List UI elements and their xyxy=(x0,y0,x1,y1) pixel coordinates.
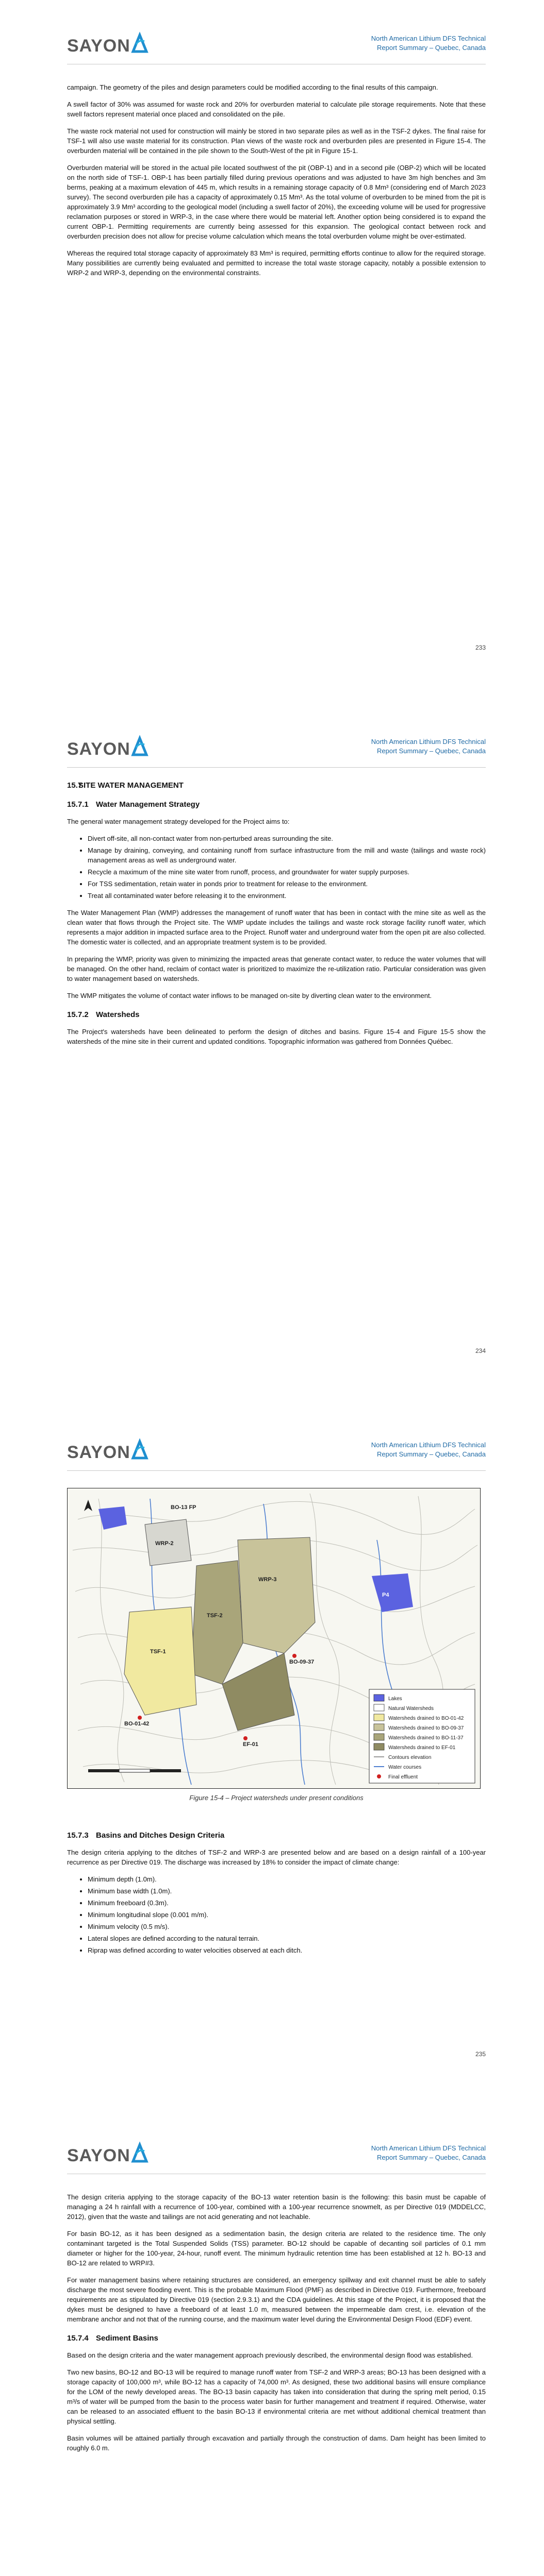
scale-bar xyxy=(88,1769,181,1772)
paragraph: Basin volumes will be attained partially through excavation and partially through the construction of dams. Dam height has been limited to roughly 6.0 m. xyxy=(67,2434,486,2452)
paragraph: The design criteria applying to the ditches of TSF-2 and WRP-3 are presented below and are based on a design rainfall of a 100-year recurrence as per Directive 019. The discharge was increased by 18% to consider the impact of climate change: xyxy=(67,1849,486,1866)
page-233-body xyxy=(67,82,486,285)
list-item: • Treat all contaminated water before releasing it to the environment. xyxy=(88,891,486,901)
paragraph: The Project's watersheds have been delineated to perform the design of ditches and basins. Figure 15-4 and Figure 15-5 show the watersheds of the mine site in their current and updated conditions. Topographic information was gathered from Données Québec. xyxy=(67,1028,486,1045)
paragraph: The design criteria applying to the storage capacity of the BO-13 water retention basin is the following: this basin must be capable of managing a 24 h rainfall with a recurrence of 100-year, combined with a 100-year recurrence snowmelt, as per Directive 019 (MDDELCC, 2012), given that the waste and tailings are not acid generating and not leachable. xyxy=(67,2193,486,2221)
svg-text:SAYON: SAYON xyxy=(67,2146,130,2165)
svg-text:SAYON: SAYON xyxy=(67,36,130,56)
list-item: • Minimum base width (1.0m). xyxy=(88,1886,486,1896)
figure-caption: Figure 15-4 – Project watersheds under present conditions xyxy=(189,1794,364,1802)
header-rule xyxy=(67,767,486,768)
paragraph: For basin BO-12, as it has been designed as a sedimentation basin, the design criteria are related to the residence time. The only contaminant targeted is the Total Suspended Solids (TSS) parameter. BO-12 should be capable of decanting soil particles of 0.1 mm diameter or higher for the 100-year, 24-hour, runoff event. The minimum hydraulic retention time has been established at 12 h. BO-13 and BO-12 are related to WRP#3. xyxy=(67,2230,486,2267)
legend-label: Watersheds drained to BO-01-42 xyxy=(388,1716,464,1721)
strategy-list xyxy=(67,834,486,901)
label-bo-09-37: BO-09-37 xyxy=(289,1659,315,1665)
list-item: • Recycle a maximum of the mine site water from runoff, process, and groundwater for water supply purposes. xyxy=(88,867,486,877)
paragraph: Two new basins, BO-12 and BO-13 will be required to manage runoff water from TSF-2 and WRP-3 areas; BO-13 has been designed with a storage capacity of 100,000 m³, while BO-12 has a capacity of 74,000 m³. As designed, these two additional basins will ensure compliance for the LOM of the newly developed areas. The BO-13 basin capacity has taken into consideration that during the spring melt period, 0.15 m³/s of water will be pumped from the basin to the process water basin for further management and treatment if required. Otherwise, water can be released to an associated effluent to the basin BO-13 if environmental criteria are met without additional chemical treatment than physical settling. xyxy=(67,2368,486,2425)
paragraph: Overburden material will be stored in the actual pile located southwest of the pit (OBP-1) and in a second pile (OBP-2) which will be located on the north side of TSF-1. OBP-1 has been partially filled during previous operations and was adjusted to have 3m high benches and 3m berms, peaking at a maximum elevation of 445 m, which results in a remaining storage capacity of 0.8 Mm³ (considering end of March 2023 survey). The second overburden pile has a capacity of approximately 0.15 Mm³. As the total volume of overburden to be mined from the pit is approximately 3.9 Mm³ according to the geological model (including a swell factor of 20%), the exceeding volume will be used for progressive reclamation purposes or stored in WRP-3, in the case where there would be material left. Another option being considered is to expand the current OBP-1. Permitting requirements are currently being assessed for this expansion. The geological contact between rock and overburden precision does not allow for precise volume calculation which means the total overburden volume might be over-estimated. xyxy=(67,164,486,240)
paragraph: campaign. The geometry of the piles and design parameters could be modified according to the final results of this campaign. xyxy=(67,83,438,91)
effluent-point xyxy=(138,1716,142,1720)
header-title-line1: North American Lithium DFS Technical xyxy=(371,35,486,42)
report-header xyxy=(371,34,486,53)
legend-swatch xyxy=(374,1734,384,1740)
paragraph: Based on the design criteria and the water management approach previously described, the environmental design flood was established. xyxy=(67,2351,473,2359)
sayona-logo xyxy=(67,2139,155,2175)
paragraph: In preparing the WMP, priority was given to minimizing the impacted areas that generate contact water, to reduce the water volumes that will be managed. On the other hand, reclaim of contact water is prioritized to maximize the re-utilization ratio. Particular consideration was given to water management based on watersheds. xyxy=(67,955,486,982)
page-235-body xyxy=(67,1821,486,1962)
list-item: • Riprap was defined according to water velocities observed at each ditch. xyxy=(88,1945,486,1955)
paragraph: Whereas the required total storage capacity of approximately 83 Mm³ is required, permitting efforts continue to allow for the required storage. Many possibilities are currently being evaluated and permitted to increase the total waste storage capacity, notably a possible extension to WRP-2 and WRP-3, depending on the environmental constraints. xyxy=(67,249,486,277)
legend-label: Watersheds drained to BO-09-37 xyxy=(388,1725,464,1731)
label-tsf2: TSF-2 xyxy=(207,1613,223,1619)
legend-label: Contours elevation xyxy=(388,1755,432,1760)
paragraph: The waste rock material not used for construction will mainly be stored in two separate piles as well as in the TSF-2 dykes. The final raise for TSF-1 will also use waste material for its construction. Plan views of the waste rock and overburden piles are presented in Figure 15-4. The overburden material will be contained in the pile shown to the South-West of the pit in Figure 15-1. xyxy=(67,127,486,155)
legend-label: Natural Watersheds xyxy=(388,1706,434,1711)
report-header xyxy=(371,2144,486,2162)
subsection-heading: 15.7.1 Water Management Strategy xyxy=(67,800,200,809)
page-234-body xyxy=(67,781,486,1054)
legend-label: Lakes xyxy=(388,1696,402,1702)
list-item: • Minimum velocity (0.5 m/s). xyxy=(88,1922,486,1931)
map-legend xyxy=(369,1689,475,1783)
page-236 xyxy=(0,2110,544,2576)
list-item: • Minimum longitudinal slope (0.001 m/m). xyxy=(88,1910,486,1920)
legend-swatch xyxy=(374,1704,384,1711)
sayona-logo xyxy=(67,732,155,768)
list-item: • Divert off-site, all non-contact water from non-perturbed areas surrounding the site. xyxy=(88,834,486,843)
paragraph: A swell factor of 30% was assumed for waste rock and 20% for overburden material to calculate pile storage requirements. Note that these swell factors represent material once placed and consolidated on the pile. xyxy=(67,100,486,118)
list-item: • Manage by draining, conveying, and containing runoff from surface infrastructure from the mill and waste (tailings and waste rock) management areas as well as underground water. xyxy=(88,845,486,865)
sayona-logo xyxy=(67,29,155,65)
watershed-map xyxy=(67,1488,481,1789)
legend-swatch xyxy=(374,1714,384,1721)
criteria-list xyxy=(67,1874,486,1955)
legend-label: Final effluent xyxy=(388,1774,418,1780)
report-header xyxy=(371,737,486,756)
header-title-line1: North American Lithium DFS Technical xyxy=(371,738,486,745)
header-title-line2: Report Summary – Quebec, Canada xyxy=(377,2154,486,2161)
label-wrp3: WRP-3 xyxy=(258,1577,277,1583)
legend-entry xyxy=(374,1704,434,1711)
paragraph: For water management basins where retaining structures are considered, an emergency spillway and exit channel must be able to safely discharge the most severe flooding event. This is the probable Maximum Flood (PMF) as described in Directive 019. Furthermore, freeboard requirements are as stipulated by Directive 019 (section 2.9.3.1) and the CDA guidelines. At this stage of the Project, it is proposed that the dykes must be designed to have a freeboard of at least 1.0 m, measured between the impermeable dam crest, i.e. elevation of the membrane anchor and not that of the running course, and the maximum water level during the Environmental Design Flood (EDF) event. xyxy=(67,2276,486,2323)
list-item: • Minimum freeboard (0.3m). xyxy=(88,1898,486,1908)
page-236-body xyxy=(67,2192,486,2460)
list-item: • For TSS sedimentation, retain water in ponds prior to treatment for release to the environment. xyxy=(88,879,486,889)
effluent-point xyxy=(292,1654,296,1658)
page-number: 234 xyxy=(475,1347,486,1354)
paragraph: The general water management strategy developed for the Project aims to: xyxy=(67,818,290,825)
section-heading: 15.7SITE WATER MANAGEMENT xyxy=(67,781,184,790)
legend-swatch xyxy=(374,1694,384,1701)
effluent-point xyxy=(243,1736,248,1740)
header-title-line1: North American Lithium DFS Technical xyxy=(371,2144,486,2152)
label-bo13: BO-13 FP xyxy=(171,1504,196,1511)
report-header xyxy=(371,1440,486,1459)
label-bo-01-42: BO-01-42 xyxy=(124,1721,150,1727)
sayona-logo xyxy=(67,1435,155,1471)
page-233 xyxy=(0,0,544,703)
page-number: 235 xyxy=(475,2050,486,2058)
legend-label: Watersheds drained to BO-11-37 xyxy=(388,1735,464,1741)
subsection-heading: 15.7.2 Watersheds xyxy=(67,1010,140,1019)
subsection-heading: 15.7.3 Basins and Ditches Design Criteria xyxy=(67,1831,225,1840)
subsection-heading: 15.7.4 Sediment Basins xyxy=(67,2334,158,2343)
legend-swatch xyxy=(377,1774,381,1778)
header-title-line2: Report Summary – Quebec, Canada xyxy=(377,44,486,52)
legend-entry xyxy=(374,1694,402,1702)
page-number: 233 xyxy=(475,644,486,651)
label-p4: P4 xyxy=(382,1592,389,1598)
legend-swatch xyxy=(374,1743,384,1750)
page-234 xyxy=(0,703,544,1406)
header-title-line1: North American Lithium DFS Technical xyxy=(371,1441,486,1449)
paragraph: The WMP mitigates the volume of contact water inflows to be managed on-site by diverting clean water to the environment. xyxy=(67,992,432,999)
page-235 xyxy=(0,1406,544,2110)
legend-label: Water courses xyxy=(388,1765,422,1770)
svg-text:SAYON: SAYON xyxy=(67,739,130,759)
label-tsf1: TSF-1 xyxy=(150,1649,166,1655)
legend-label: Watersheds drained to EF-01 xyxy=(388,1745,456,1751)
header-title-line2: Report Summary – Quebec, Canada xyxy=(377,1450,486,1458)
paragraph: The Water Management Plan (WMP) addresses the management of runoff water that has been in contact with the mine site as well as the clean water that flows through the Project site. The WMP update includes the tailings and waste rock storage facility runoff water, which represents a major addition in impacted surface area to the Project. Runoff water and underground water from the open pit are also collected. The domestic water is collected, and an appropriate treatment system is to be provided. xyxy=(67,909,486,946)
label-ef-01: EF-01 xyxy=(243,1741,258,1748)
header-rule xyxy=(67,1470,486,1471)
label-wrp2: WRP-2 xyxy=(155,1540,174,1547)
legend-swatch xyxy=(374,1724,384,1731)
list-item: • Minimum depth (1.0m). xyxy=(88,1874,486,1884)
list-item: • Lateral slopes are defined according to the natural terrain. xyxy=(88,1934,486,1943)
svg-text:SAYON: SAYON xyxy=(67,1443,130,1462)
header-title-line2: Report Summary – Quebec, Canada xyxy=(377,747,486,755)
